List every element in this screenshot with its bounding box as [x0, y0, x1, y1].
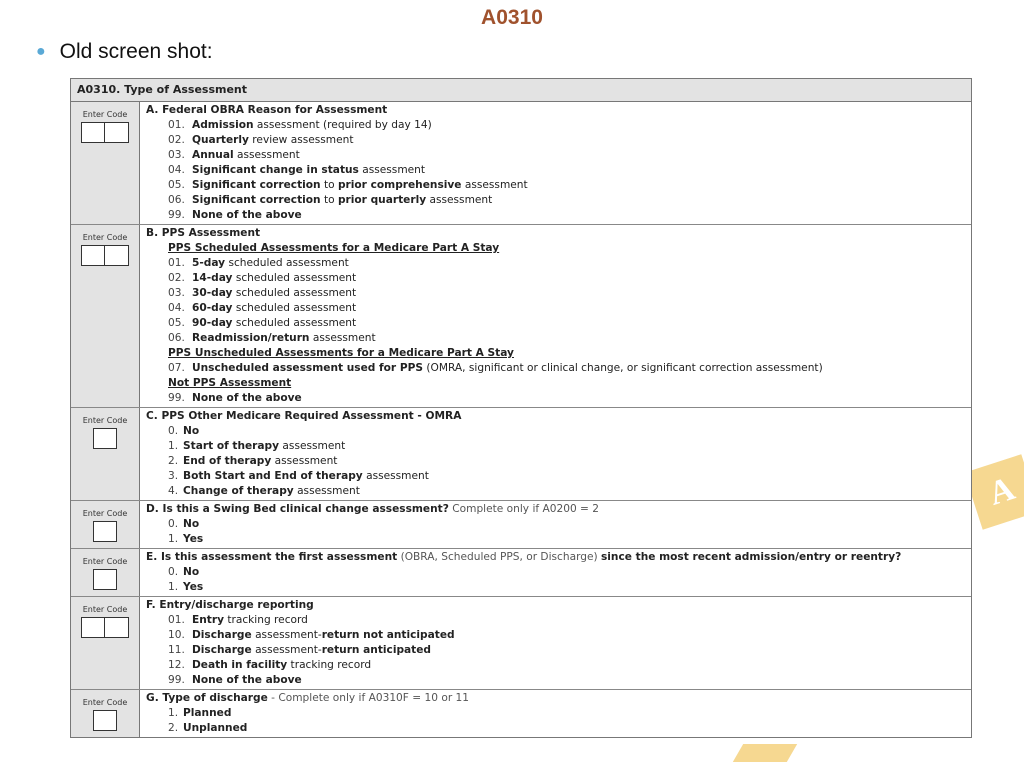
- option-line: 99. None of the above: [168, 392, 302, 404]
- enter-code-label: Enter Code: [82, 110, 128, 119]
- slide-title: A0310: [481, 6, 543, 29]
- option-line: 01. Entry tracking record: [168, 614, 308, 626]
- option-line: 06. Readmission/return assessment: [168, 332, 376, 344]
- code-input-a[interactable]: [71, 122, 139, 143]
- section-g: [71, 690, 971, 737]
- option-line: 0. No: [168, 518, 200, 530]
- subheading: Not PPS Assessment: [168, 377, 292, 389]
- option-line: 11. Discharge assessment-return anticipated: [168, 644, 432, 656]
- section-e: [71, 549, 971, 597]
- section-a: [71, 102, 971, 225]
- enter-code-label: Enter Code: [82, 698, 128, 707]
- code-box[interactable]: [105, 122, 129, 143]
- subheading: PPS Scheduled Assessments for a Medicare Part A Stay: [168, 242, 500, 254]
- section-title: B. PPS Assessment: [146, 227, 261, 239]
- decorative-a-shape: A: [964, 454, 1024, 530]
- option-line: 0. No: [168, 425, 200, 437]
- option-line: 02. Quarterly review assessment: [168, 134, 354, 146]
- code-box[interactable]: [105, 245, 129, 266]
- entry-column: [71, 501, 140, 548]
- bullet-dot-icon: ●: [36, 43, 46, 60]
- code-box[interactable]: [81, 617, 105, 638]
- option-line: 4. Change of therapy assessment: [168, 485, 360, 497]
- option-line: 0. No: [168, 566, 200, 578]
- option-line: 07. Unscheduled assessment used for PPS (OMRA, significant or clinical change, or significant correction assessment): [168, 362, 823, 374]
- option-line: 03. Annual assessment: [168, 149, 300, 161]
- code-input-c[interactable]: [71, 428, 139, 449]
- option-line: 2. Unplanned: [168, 722, 248, 734]
- option-line: 1. Planned: [168, 707, 232, 719]
- bullet-text: Old screen shot:: [59, 40, 213, 63]
- code-input-g[interactable]: [71, 710, 139, 731]
- enter-code-label: Enter Code: [82, 605, 128, 614]
- option-line: 12. Death in facility tracking record: [168, 659, 372, 671]
- code-box[interactable]: [81, 122, 105, 143]
- option-line: 02. 14-day scheduled assessment: [168, 272, 357, 284]
- section-title: C. PPS Other Medicare Required Assessment - OMRA: [146, 410, 462, 422]
- option-line: 01. 5-day scheduled assessment: [168, 257, 349, 269]
- entry-column: [71, 408, 140, 500]
- option-line: 1. Start of therapy assessment: [168, 440, 346, 452]
- option-line: 06. Significant correction to prior quarterly assessment: [168, 194, 493, 206]
- option-line: 05. Significant correction to prior comprehensive assessment: [168, 179, 528, 191]
- option-line: 04. 60-day scheduled assessment: [168, 302, 357, 314]
- bullet-line: [36, 40, 213, 64]
- enter-code-label: Enter Code: [82, 416, 128, 425]
- section-title: A. Federal OBRA Reason for Assessment: [146, 104, 388, 116]
- option-line: 1. Yes: [168, 533, 204, 545]
- option-line: 99. None of the above: [168, 674, 302, 686]
- code-box[interactable]: [93, 521, 117, 542]
- section-c: [71, 408, 971, 501]
- option-line: 1. Yes: [168, 581, 204, 593]
- section-f: [71, 597, 971, 690]
- section-title: F. Entry/discharge reporting: [146, 599, 314, 611]
- entry-column: [71, 102, 140, 224]
- enter-code-label: Enter Code: [82, 509, 128, 518]
- section-d: [71, 501, 971, 549]
- enter-code-label: Enter Code: [82, 557, 128, 566]
- code-input-e[interactable]: [71, 569, 139, 590]
- code-input-f[interactable]: [71, 617, 139, 638]
- decorative-stripe-shape: [733, 744, 797, 762]
- option-line: 2. End of therapy assessment: [168, 455, 338, 467]
- code-box[interactable]: [93, 569, 117, 590]
- entry-column: [71, 690, 140, 737]
- option-line: 01. Admission assessment (required by day 14): [168, 119, 432, 131]
- entry-column: [71, 597, 140, 689]
- section-title: E. Is this assessment the first assessment (OBRA, Scheduled PPS, or Discharge) since the most recent admission/entry or reentry?: [146, 551, 902, 563]
- code-box[interactable]: [81, 245, 105, 266]
- form-header: A0310. Type of Assessment: [71, 79, 971, 102]
- option-line: 3. Both Start and End of therapy assessment: [168, 470, 429, 482]
- code-box[interactable]: [93, 710, 117, 731]
- option-line: 04. Significant change in status assessment: [168, 164, 426, 176]
- subheading: PPS Unscheduled Assessments for a Medicare Part A Stay: [168, 347, 514, 359]
- option-line: 03. 30-day scheduled assessment: [168, 287, 357, 299]
- section-title: D. Is this a Swing Bed clinical change assessment? Complete only if A0200 = 2: [146, 503, 600, 515]
- entry-column: [71, 225, 140, 407]
- code-input-d[interactable]: [71, 521, 139, 542]
- section-title: G. Type of discharge - Complete only if A0310F = 10 or 11: [146, 692, 470, 704]
- option-line: 05. 90-day scheduled assessment: [168, 317, 357, 329]
- a0310-form: [70, 78, 972, 738]
- option-line: 10. Discharge assessment-return not anticipated: [168, 629, 455, 641]
- code-box[interactable]: [93, 428, 117, 449]
- entry-column: [71, 549, 140, 596]
- code-input-b[interactable]: [71, 245, 139, 266]
- option-line: 99. None of the above: [168, 209, 302, 221]
- section-b: [71, 225, 971, 408]
- code-box[interactable]: [105, 617, 129, 638]
- enter-code-label: Enter Code: [82, 233, 128, 242]
